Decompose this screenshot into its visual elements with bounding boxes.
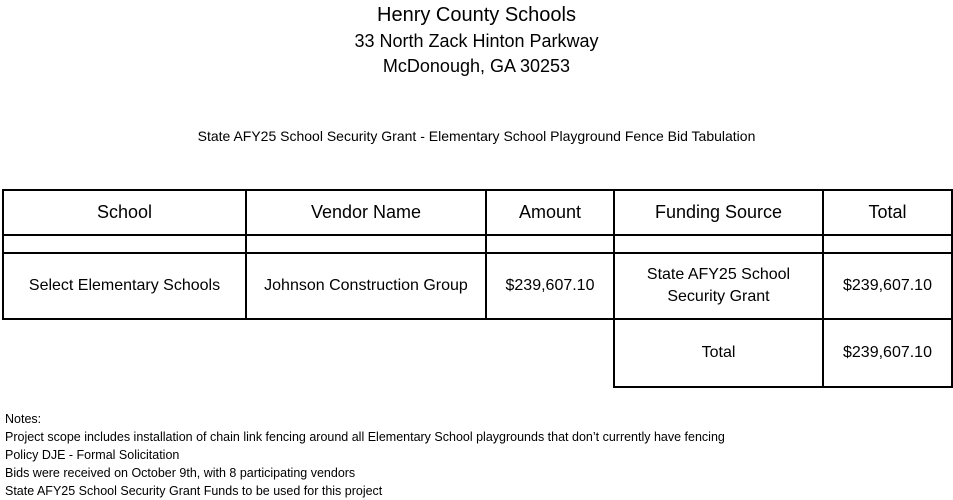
document-title: State AFY25 School Security Grant - Elementary School Playground Fence Bid Tabulation (197, 128, 756, 144)
column-header-vendor-name: Vendor Name (246, 190, 486, 235)
spacer-cell (3, 235, 246, 253)
spacer-cell (246, 235, 486, 253)
column-header-amount: Amount (486, 190, 614, 235)
note-line: Bids were received on October 9th, with 8 participating vendors (5, 466, 356, 480)
total-cell: $239,607.10 (823, 253, 952, 319)
table-row (3, 253, 952, 319)
spacer-cell (823, 235, 952, 253)
notes-section (5, 410, 945, 500)
bid-tabulation-table (2, 189, 953, 388)
table-header-row (3, 190, 952, 235)
school-cell: Select Elementary Schools (3, 253, 246, 319)
empty-cell (486, 319, 614, 387)
empty-cell (3, 319, 246, 387)
spacer-cell (486, 235, 614, 253)
empty-cell (246, 319, 486, 387)
column-header-funding-source: Funding Source (614, 190, 823, 235)
notes-heading: Notes: (5, 412, 42, 426)
column-header-school: School (3, 190, 246, 235)
grand-total-label: Total (614, 319, 823, 387)
address-line-1: 33 North Zack Hinton Parkway (354, 31, 599, 51)
vendor-cell: Johnson Construction Group (246, 253, 486, 319)
grand-total-value: $239,607.10 (823, 319, 952, 387)
note-line: State AFY25 School Security Grant Funds to be used for this project (5, 484, 383, 498)
note-line: Policy DJE - Formal Solicitation (5, 448, 180, 462)
column-header-total: Total (823, 190, 952, 235)
amount-cell: $239,607.10 (486, 253, 614, 319)
grand-total-row (3, 319, 952, 387)
table-spacer-row (3, 235, 952, 253)
organization-name: Henry County Schools (377, 4, 576, 26)
spacer-cell (614, 235, 823, 253)
funding-source-cell: State AFY25 School Security Grant (614, 253, 823, 319)
note-line: Project scope includes installation of chain link fencing around all Elementary School playgrounds that don’t currently have fencing (5, 430, 725, 444)
address-line-2: McDonough, GA 30253 (382, 56, 571, 76)
